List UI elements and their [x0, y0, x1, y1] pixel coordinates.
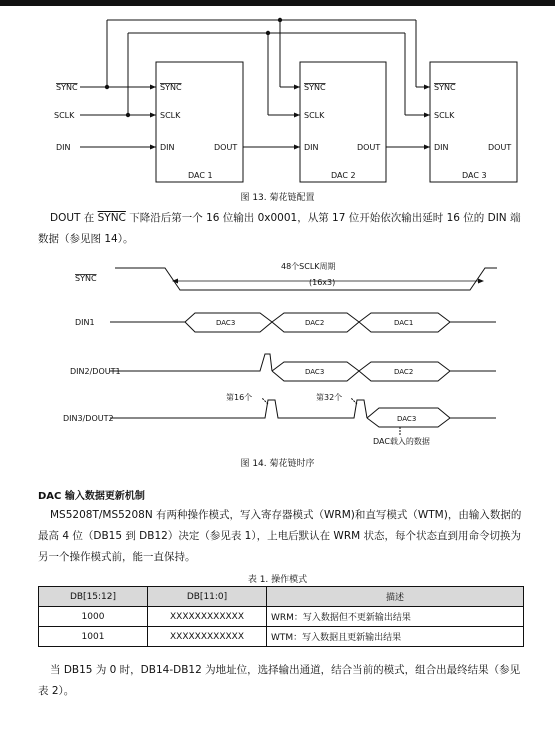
chip1-sclk-pin: SCLK — [160, 111, 181, 120]
row-dout2-label: DIN3/DOUT2 — [63, 414, 114, 423]
header-db15-12: DB[15:12] — [39, 587, 148, 607]
din1-dac3: DAC3 — [216, 319, 236, 327]
din1-dac1: DAC1 — [394, 319, 414, 327]
cell-db15-12: 1000 — [39, 607, 148, 627]
note-32nd: 第32个 — [316, 393, 343, 402]
table-row — [39, 627, 524, 647]
paragraph-address: 当 DB15 为 0 时，DB14-DB12 为地址位，选择输出通道，结合当前的模式，组合出最终结果（参见表 2）。 — [38, 664, 521, 697]
period-sub-label: (16x3) — [309, 278, 336, 287]
input-sclk-label: SCLK — [54, 111, 75, 120]
figure13-caption: 图 13. 菊花链配置 — [240, 193, 315, 203]
section-heading: DAC 输入数据更新机制 — [38, 491, 145, 502]
header-description: 描述 — [267, 587, 524, 607]
cell-db11-0: XXXXXXXXXXXX — [148, 607, 267, 627]
chip2-name: DAC 2 — [331, 171, 356, 180]
note-16th: 第16个 — [226, 393, 253, 402]
daisy-chain-diagram — [0, 0, 555, 195]
chip2-sclk-pin: SCLK — [304, 111, 325, 120]
chip1-name: DAC 1 — [188, 171, 213, 180]
chip2-sync-pin: SYNC — [304, 83, 326, 92]
table-header-row — [39, 587, 524, 607]
chip3-sclk-pin: SCLK — [434, 111, 455, 120]
dout1-dac2: DAC2 — [394, 368, 414, 376]
figure14-caption: 图 14. 菊花链时序 — [240, 459, 315, 469]
chip1-sync-pin: SYNC — [160, 83, 182, 92]
input-din-label: DIN — [56, 143, 71, 152]
timing-diagram — [0, 255, 555, 460]
chip1-dout-pin: DOUT — [214, 143, 238, 152]
header-db11-0: DB[11:0] — [148, 587, 267, 607]
cell-description: WTM：写入数据且更新输出结果 — [267, 627, 524, 647]
loaded-data-label: DAC载入的数据 — [373, 437, 430, 446]
cell-db11-0: XXXXXXXXXXXX — [148, 627, 267, 647]
chip3-din-pin: DIN — [434, 143, 449, 152]
table1-title: 表 1. 操作模式 — [247, 575, 308, 585]
paragraph-modes: MS5208T/MS5208N 有两种操作模式，写入寄存器模式（WRM)和直写模式（WTM)，由输入数据的最高 4 位（DB15 到 DB12）决定（参见表 1），上电后默认在 WRM 状态，每个状态直到用命令切换为另一个操作模式前，能一直保持。 — [38, 509, 522, 563]
cell-description: WRM：写入数据但不更新输出结果 — [267, 607, 524, 627]
timing-sync-label: SYNC — [75, 274, 97, 283]
row-dout1-label: DIN2/DOUT1 — [70, 367, 121, 376]
chip3-dout-pin: DOUT — [488, 143, 512, 152]
row-din1-label: DIN1 — [75, 318, 95, 327]
din1-dac2: DAC2 — [305, 319, 325, 327]
chip2-din-pin: DIN — [304, 143, 319, 152]
period-label: 48个SCLK周期 — [281, 262, 336, 271]
dout1-dac3: DAC3 — [305, 368, 325, 376]
chip3-sync-pin: SYNC — [434, 83, 456, 92]
chip2-dout-pin: DOUT — [357, 143, 381, 152]
cell-db15-12: 1001 — [39, 627, 148, 647]
chip1-din-pin: DIN — [160, 143, 175, 152]
paragraph-dout: DOUT 在 SYNC 下降沿后第一个 16 位输出 0x0001，从第 17 位开始依次输出延时 16 位的 DIN 端数据（参见图 14）。 — [38, 212, 521, 245]
table-row — [39, 607, 524, 627]
chip3-name: DAC 3 — [462, 171, 487, 180]
input-sync-label: SYNC — [56, 83, 78, 92]
modes-table — [38, 586, 524, 647]
dout2-dac3: DAC3 — [397, 415, 417, 423]
